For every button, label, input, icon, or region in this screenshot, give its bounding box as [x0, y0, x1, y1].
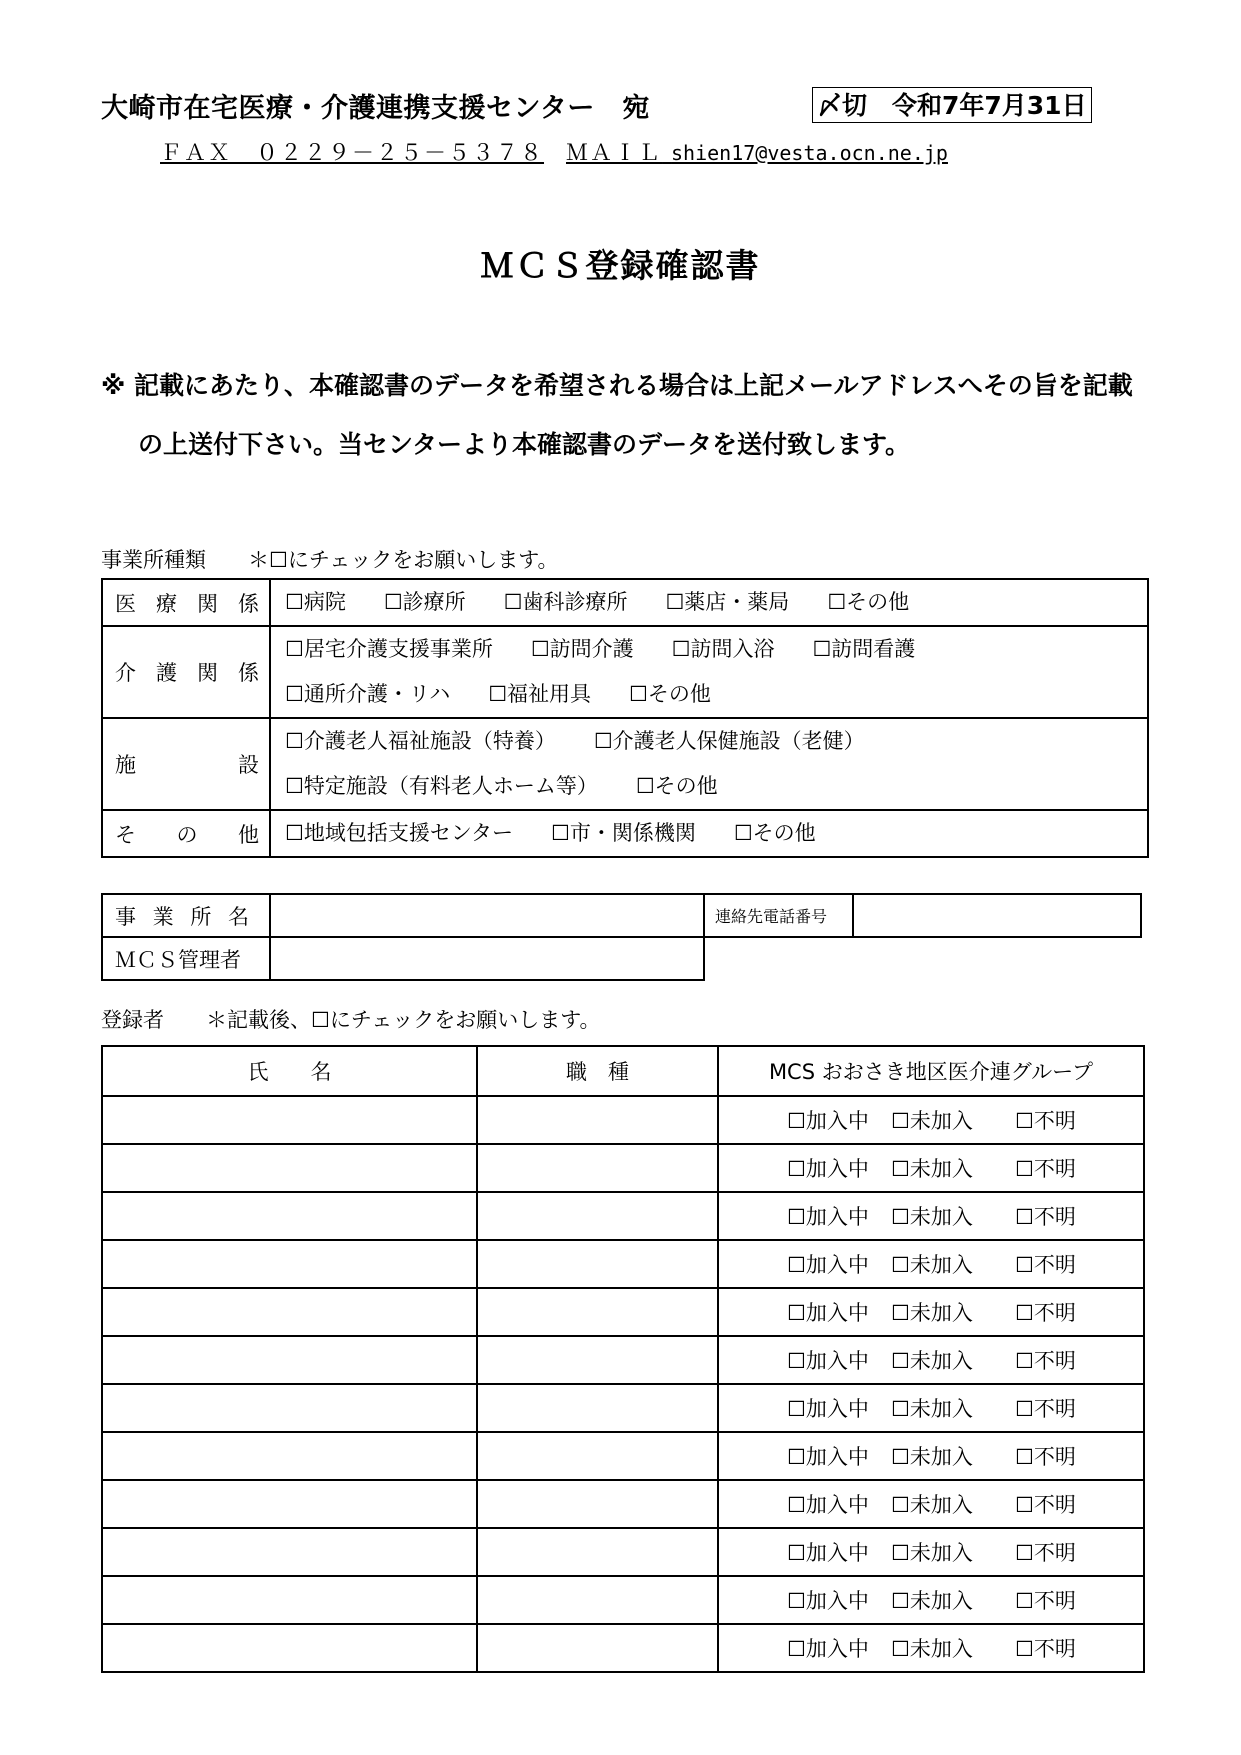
registrant-occupation-field[interactable] [477, 1624, 718, 1672]
checkbox-option[interactable]: ☐居宅介護支援事業所 [285, 637, 493, 661]
checkbox-option[interactable]: ☐病院 [285, 590, 346, 614]
mcs-status-cell [718, 1624, 1144, 1672]
header-mcs-group: MCS おおさき地区医介連グループ [718, 1046, 1144, 1096]
registrant-name-field[interactable] [102, 1288, 477, 1336]
fax-number: ＦＡＸ ０２２９－２５－５３７８ [160, 141, 545, 166]
notice-line-2: の上送付下さい。当センターより本確認書のデータを送付致します。 [138, 430, 911, 459]
mcs-status-cell [718, 1096, 1144, 1144]
status-checkbox[interactable]: ☐加入中 [787, 1253, 869, 1277]
mail-contact [566, 136, 948, 167]
option-line [285, 672, 1147, 717]
business-category [102, 626, 270, 718]
status-checkbox[interactable]: ☐未加入 [891, 1349, 973, 1373]
status-checkbox[interactable]: ☐不明 [1015, 1589, 1076, 1613]
status-checkbox[interactable]: ☐未加入 [891, 1493, 973, 1517]
registrant-name-field[interactable] [102, 1336, 477, 1384]
registrants-label: 登録者 ＊記載後、☐にチェックをお願いします。 [101, 1008, 601, 1032]
mcs-status-cell [718, 1192, 1144, 1240]
office-name-field[interactable] [270, 894, 704, 937]
registrant-occupation-field[interactable] [477, 1528, 718, 1576]
office-name-label-text: 事 業 所 名 [115, 904, 249, 929]
status-checkbox[interactable]: ☐不明 [1015, 1397, 1076, 1421]
office-info-table [101, 893, 1142, 981]
registrant-occupation-field[interactable] [477, 1288, 718, 1336]
checkbox-option[interactable]: ☐その他 [733, 821, 816, 845]
mcs-manager-field[interactable] [270, 937, 704, 980]
checkbox-option[interactable]: ☐その他 [629, 682, 711, 706]
recipient: 大崎市在宅医療・介護連携支援センター 宛 [101, 93, 650, 124]
checkbox-option[interactable]: ☐市・関係機関 [551, 821, 696, 845]
registrant-row [102, 1624, 1144, 1672]
mail-address: shien17@vesta.ocn.ne.jp [671, 141, 948, 165]
registrant-name-field[interactable] [102, 1480, 477, 1528]
business-options [270, 579, 1148, 626]
business-category [102, 810, 270, 857]
status-checkbox[interactable]: ☐加入中 [787, 1349, 869, 1373]
status-checkbox[interactable]: ☐未加入 [891, 1637, 973, 1661]
status-checkbox[interactable]: ☐未加入 [891, 1205, 973, 1229]
status-checkbox[interactable]: ☐未加入 [891, 1157, 973, 1181]
business-type-row [102, 626, 1148, 718]
status-checkbox[interactable]: ☐加入中 [787, 1157, 869, 1181]
business-category-text: 施 設 [115, 753, 259, 777]
mcs-status-cell [718, 1240, 1144, 1288]
status-checkbox[interactable]: ☐加入中 [787, 1109, 869, 1133]
status-checkbox[interactable]: ☐未加入 [891, 1397, 973, 1421]
option-line [285, 719, 1147, 764]
checkbox-option[interactable]: ☐訪問看護 [812, 637, 916, 661]
office-name-label [102, 894, 270, 937]
status-checkbox[interactable]: ☐不明 [1015, 1253, 1076, 1277]
phone-field[interactable] [853, 894, 1141, 937]
mcs-status-cell [718, 1144, 1144, 1192]
registrant-row [102, 1432, 1144, 1480]
status-checkbox[interactable]: ☐未加入 [891, 1109, 973, 1133]
business-category [102, 718, 270, 810]
notice-line-1: ※ 記載にあたり、本確認書のデータを希望される場合は上記メールアドレスへその旨を記載 [101, 371, 1133, 400]
option-line [285, 764, 1147, 809]
header-occupation: 職 種 [477, 1046, 718, 1096]
status-checkbox[interactable]: ☐不明 [1015, 1301, 1076, 1325]
empty-cell [853, 937, 1141, 980]
registrant-row [102, 1480, 1144, 1528]
status-checkbox[interactable]: ☐加入中 [787, 1397, 869, 1421]
checkbox-option[interactable]: ☐薬店・薬局 [665, 590, 790, 614]
business-category-text: 医 療 関 係 [115, 591, 259, 616]
status-checkbox[interactable]: ☐不明 [1015, 1493, 1076, 1517]
registrant-occupation-field[interactable] [477, 1192, 718, 1240]
status-checkbox[interactable]: ☐加入中 [787, 1637, 869, 1661]
registrant-occupation-field[interactable] [477, 1240, 718, 1288]
registrant-row [102, 1144, 1144, 1192]
registrant-occupation-field[interactable] [477, 1432, 718, 1480]
registrant-name-field[interactable] [102, 1432, 477, 1480]
checkbox-option[interactable]: ☐介護老人保健施設（老健） [593, 729, 865, 753]
status-checkbox[interactable]: ☐不明 [1015, 1445, 1076, 1469]
registrant-row [102, 1576, 1144, 1624]
checkbox-option[interactable]: ☐歯科診療所 [503, 590, 628, 614]
checkbox-option[interactable]: ☐介護老人福祉施設（特養） [285, 729, 556, 753]
registrant-name-field[interactable] [102, 1576, 477, 1624]
registrant-occupation-field[interactable] [477, 1144, 718, 1192]
registrant-row [102, 1192, 1144, 1240]
mcs-status-cell [718, 1384, 1144, 1432]
mcs-status-cell [718, 1528, 1144, 1576]
checkbox-option[interactable]: ☐地域包括支援センター [285, 821, 513, 845]
option-line [285, 627, 1147, 672]
mcs-manager-label [102, 937, 270, 980]
mcs-status-cell [718, 1576, 1144, 1624]
registrant-name-field[interactable] [102, 1528, 477, 1576]
option-line [285, 580, 1147, 625]
status-checkbox[interactable]: ☐未加入 [891, 1253, 973, 1277]
business-category-text: 介 護 関 係 [115, 661, 259, 685]
business-category [102, 579, 270, 626]
checkbox-option[interactable]: ☐訪問介護 [530, 637, 634, 661]
status-checkbox[interactable]: ☐加入中 [787, 1301, 869, 1325]
registrant-row [102, 1384, 1144, 1432]
mail-label: ＭＡＩＬ [566, 141, 663, 166]
page-title: ＭＣＳ登録確認書 [480, 246, 761, 285]
registrant-name-field[interactable] [102, 1384, 477, 1432]
business-options [270, 626, 1148, 718]
status-checkbox[interactable]: ☐不明 [1015, 1637, 1076, 1661]
option-line [285, 811, 1147, 856]
mcs-status-cell [718, 1288, 1144, 1336]
registrant-name-field[interactable] [102, 1624, 477, 1672]
business-category-text: そ の 他 [115, 822, 259, 847]
registrant-name-field[interactable] [102, 1144, 477, 1192]
registrant-name-field[interactable] [102, 1192, 477, 1240]
business-type-table [101, 578, 1149, 858]
registrant-name-field[interactable] [102, 1240, 477, 1288]
registrant-row [102, 1336, 1144, 1384]
business-type-row [102, 810, 1148, 857]
status-checkbox[interactable]: ☐未加入 [891, 1445, 973, 1469]
checkbox-option[interactable]: ☐診療所 [383, 590, 466, 614]
business-options [270, 810, 1148, 857]
status-checkbox[interactable]: ☐加入中 [787, 1445, 869, 1469]
checkbox-option[interactable]: ☐福祉用具 [488, 682, 592, 706]
status-checkbox[interactable]: ☐不明 [1015, 1349, 1076, 1373]
registrant-occupation-field[interactable] [477, 1384, 718, 1432]
checkbox-option[interactable]: ☐特定施設（有料老人ホーム等） [285, 774, 598, 798]
registrant-name-field[interactable] [102, 1096, 477, 1144]
deadline-box: 〆切 令和7年7月31日 [812, 87, 1092, 123]
registrant-row [102, 1288, 1144, 1336]
mcs-manager-label-text: ＭＣＳ管理者 [115, 947, 241, 972]
status-checkbox[interactable]: ☐不明 [1015, 1541, 1076, 1565]
status-checkbox[interactable]: ☐不明 [1015, 1109, 1076, 1133]
mcs-status-cell [718, 1336, 1144, 1384]
status-checkbox[interactable]: ☐加入中 [787, 1541, 869, 1565]
checkbox-option[interactable]: ☐その他 [827, 590, 910, 614]
registrant-row [102, 1096, 1144, 1144]
status-checkbox[interactable]: ☐未加入 [891, 1301, 973, 1325]
checkbox-option[interactable]: ☐訪問入浴 [671, 637, 775, 661]
checkbox-option[interactable]: ☐通所介護・リハ [285, 682, 451, 706]
status-checkbox[interactable]: ☐加入中 [787, 1205, 869, 1229]
mcs-status-cell [718, 1480, 1144, 1528]
status-checkbox[interactable]: ☐不明 [1015, 1205, 1076, 1229]
registrant-row [102, 1240, 1144, 1288]
registrant-row [102, 1528, 1144, 1576]
business-type-row [102, 718, 1148, 810]
status-checkbox[interactable]: ☐加入中 [787, 1589, 869, 1613]
business-options [270, 718, 1148, 810]
registrants-table [101, 1045, 1145, 1673]
registrant-occupation-field[interactable] [477, 1480, 718, 1528]
business-type-row [102, 579, 1148, 626]
header-name: 氏 名 [102, 1046, 477, 1096]
status-checkbox[interactable]: ☐未加入 [891, 1589, 973, 1613]
registrant-occupation-field[interactable] [477, 1336, 718, 1384]
registrant-occupation-field[interactable] [477, 1096, 718, 1144]
mcs-status-cell [718, 1432, 1144, 1480]
business-type-label: 事業所種類 ＊☐にチェックをお願いします。 [101, 548, 559, 572]
status-checkbox[interactable]: ☐加入中 [787, 1493, 869, 1517]
status-checkbox[interactable]: ☐未加入 [891, 1541, 973, 1565]
phone-label: 連絡先電話番号 [704, 894, 853, 937]
registrant-occupation-field[interactable] [477, 1576, 718, 1624]
checkbox-option[interactable]: ☐その他 [635, 774, 718, 798]
empty-cell [704, 937, 853, 980]
status-checkbox[interactable]: ☐不明 [1015, 1157, 1076, 1181]
